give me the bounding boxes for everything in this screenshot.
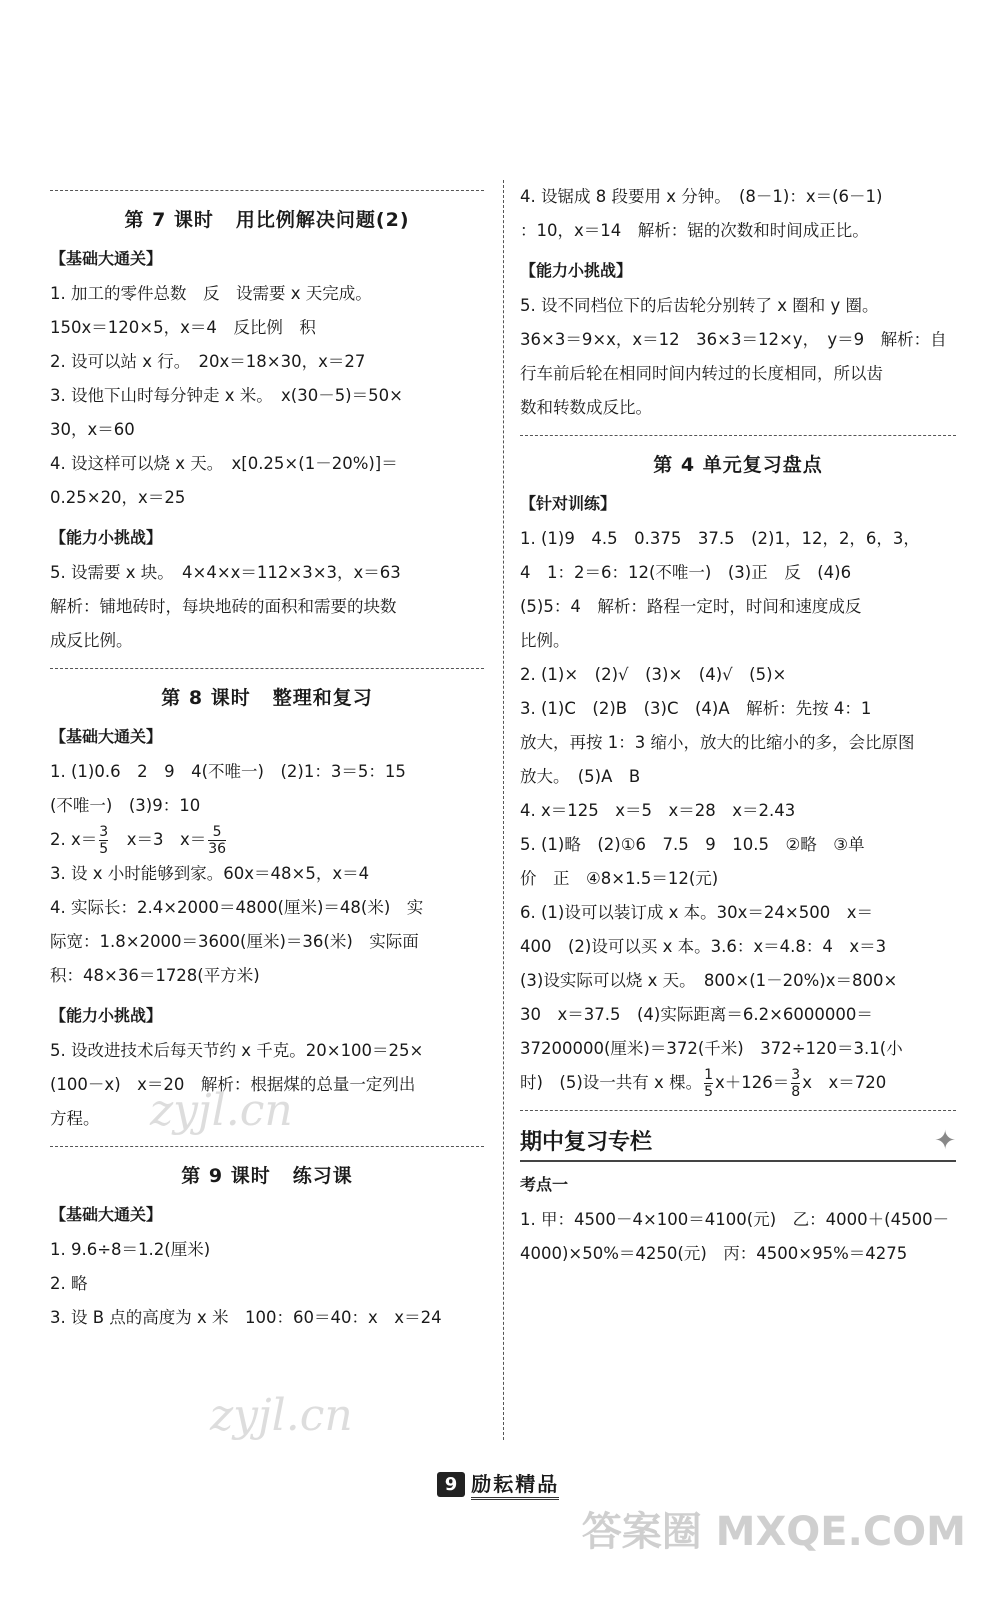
watermark: zyjl.cn	[210, 1390, 353, 1441]
text: x＋126＝	[715, 1073, 790, 1092]
answer-line: 4000)×50%＝4250(元) 丙：4500×95%＝4275	[520, 1244, 908, 1263]
answer-line: 4 1：2＝6：12(不唯一) (3)正 反 (4)6	[520, 563, 852, 582]
answer-line: (不唯一) (3)9：10	[50, 796, 201, 815]
section-title-lesson8	[50, 683, 484, 710]
numerator: 1	[704, 1067, 713, 1083]
text: 时) (5)设一共有 x 棵。	[520, 1073, 703, 1092]
denominator: 5	[704, 1084, 713, 1100]
answer-line: 37200000(厘米)＝372(千米) 372÷120＝3.1(小	[520, 1039, 903, 1058]
answer-line: 5. (1)略 (2)①6 7.5 9 10.5 ②略 ③单	[520, 835, 865, 854]
section-title-lesson7	[50, 205, 484, 232]
answer-line: 5. 设需要 x 块。 4×4×x＝112×3×3，x＝63	[50, 563, 401, 582]
answer-line: 数和转数成反比。	[520, 398, 652, 417]
answer-line: 行车前后轮在相同时间内转过的长度相同，所以齿	[520, 364, 883, 383]
answer-line: 2. (1)× (2)√ (3)× (4)√ (5)×	[520, 665, 787, 684]
subheading-basic: 【基础大通关】	[50, 249, 163, 268]
divider	[520, 1110, 956, 1111]
section-title-lesson9	[50, 1161, 484, 1188]
answer-line: 4. 实际长：2.4×2000＝4800(厘米)＝48(米) 实	[50, 898, 424, 917]
answer-line: 积：48×36＝1728(平方米)	[50, 966, 260, 985]
answer-line: 0.25×20，x＝25	[50, 488, 186, 507]
divider	[50, 668, 484, 669]
answer-line: 6. (1)设可以装订成 x 本。30x＝24×500 x＝	[520, 903, 873, 922]
answer-line: 比例。	[520, 631, 570, 650]
numerator: 3	[99, 824, 109, 840]
answer-line: 际宽：1.8×2000＝3600(厘米)＝36(米) 实际面	[50, 932, 419, 951]
answer-line: 1. (1)9 4.5 0.375 37.5 (2)1，12，2，6，3，	[520, 529, 920, 548]
subheading-basic: 【基础大通关】	[50, 727, 163, 746]
answer-line: 3. 设 B 点的高度为 x 米 100：60＝40：x x＝24	[50, 1308, 442, 1327]
column-divider	[503, 180, 504, 1440]
left-column	[50, 180, 484, 1335]
subheading-training: 【针对训练】	[520, 494, 617, 513]
answer-line: 36×3＝9×x，x＝12 36×3＝12×y， y＝9 解析：自	[520, 330, 947, 349]
divider	[50, 1146, 484, 1147]
answer-line: 4. x＝125 x＝5 x＝28 x＝2.43	[520, 801, 796, 820]
denominator: 8	[791, 1084, 801, 1100]
answer-line: 3. 设他下山时每分钟走 x 米。 x(30－5)＝50×	[50, 386, 403, 405]
answer-line: (5)5：4 解析：路程一定时，时间和速度成反	[520, 597, 862, 616]
midterm-header	[520, 1125, 956, 1162]
lesson-number: 第 8 课时	[161, 687, 251, 709]
answer-line: 4. 设这样可以烧 x 天。 x[0.25×(1－20%)]＝	[50, 454, 398, 473]
lesson-name: 练习课	[292, 1165, 353, 1187]
answer-line: 价 正 ④8×1.5＝12(元)	[520, 869, 719, 888]
page-number: 9	[437, 1472, 466, 1497]
numerator: 3	[791, 1067, 801, 1083]
answer-line-fractions	[520, 1066, 956, 1100]
answer-line: (100－x) x＝20 解析：根据煤的总量一定列出	[50, 1075, 416, 1094]
answer-line: 方程。	[50, 1109, 100, 1128]
page-footer	[0, 1468, 996, 1500]
lesson-number: 第 7 课时	[124, 209, 214, 231]
right-column	[520, 180, 956, 1271]
brand-name: 励耘精品	[471, 1468, 559, 1500]
answer-line: 30，x＝60	[50, 420, 135, 439]
watermark-logo: 答案圈 MXQE.COM	[581, 1509, 966, 1555]
answer-line: 1. 甲：4500－4×100＝4100(元) 乙：4000＋(4500－	[520, 1210, 950, 1229]
fraction	[99, 824, 108, 857]
denominator: 36	[208, 841, 227, 857]
subheading-challenge: 【能力小挑战】	[50, 528, 163, 547]
watermark: zyjl.cn	[150, 1085, 293, 1136]
subheading-challenge: 【能力小挑战】	[50, 1006, 163, 1025]
text: x＝3 x＝	[110, 830, 207, 849]
lesson-name: 用比例解决问题(2)	[235, 209, 410, 231]
answer-line: 1. (1)0.6 2 9 4(不唯一) (2)1：3＝5：15	[50, 762, 406, 781]
text: x x＝720	[802, 1073, 887, 1092]
star-decoration-icon: ✦	[934, 1125, 956, 1156]
answer-line: 2. 设可以站 x 行。 20x＝18×30，x＝27	[50, 352, 366, 371]
answer-line: 2. 略	[50, 1274, 88, 1293]
answer-line: 400 (2)设可以买 x 本。3.6：x＝4.8：4 x＝3	[520, 937, 887, 956]
subheading-point: 考点一	[520, 1175, 569, 1194]
subheading-basic: 【基础大通关】	[50, 1205, 163, 1224]
answer-line: ：10，x＝14 解析：锯的次数和时间成正比。	[520, 221, 869, 240]
answer-line: 3. (1)C (2)B (3)C (4)A 解析：先按 4：1	[520, 699, 872, 718]
answer-line: 成反比例。	[50, 631, 133, 650]
numerator: 5	[208, 824, 226, 841]
answer-line: 放大。 (5)A B	[520, 767, 641, 786]
answer-line: 放大，再按 1：3 缩小，放大的比缩小的多，会比原图	[520, 733, 915, 752]
fraction	[704, 1067, 713, 1100]
text: 2. x＝	[50, 830, 98, 849]
answer-line: 5. 设改进技术后每天节约 x 千克。20×100＝25×	[50, 1041, 424, 1060]
answer-line: 150x＝120×5，x＝4 反比例 积	[50, 318, 316, 337]
fraction	[208, 824, 226, 857]
answer-line: 4. 设锯成 8 段要用 x 分钟。 (8－1)：x＝(6－1)	[520, 187, 883, 206]
lesson-number: 第 9 课时	[181, 1165, 271, 1187]
section-title-unit4: 第 4 单元复习盘点	[653, 454, 823, 476]
denominator: 5	[99, 841, 109, 857]
answer-line: 5. 设不同档位下的后齿轮分别转了 x 圈和 y 圈。	[520, 296, 879, 315]
divider	[520, 435, 956, 436]
answer-line: 解析：铺地砖时，每块地砖的面积和需要的块数	[50, 597, 397, 616]
midterm-title: 期中复习专栏	[520, 1130, 653, 1155]
divider	[50, 190, 484, 191]
answer-line: (3)设实际可以烧 x 天。 800×(1－20%)x＝800×	[520, 971, 898, 990]
subheading-challenge: 【能力小挑战】	[520, 261, 633, 280]
answer-line: 3. 设 x 小时能够到家。60x＝48×5，x＝4	[50, 864, 370, 883]
answer-line: 1. 加工的零件总数 反 设需要 x 天完成。	[50, 284, 372, 303]
answer-line-fractions	[50, 823, 484, 857]
fraction	[791, 1067, 800, 1100]
answer-line: 1. 9.6÷8＝1.2(厘米)	[50, 1240, 211, 1259]
lesson-name: 整理和复习	[272, 687, 373, 709]
answer-line: 30 x＝37.5 (4)实际距离＝6.2×6000000＝	[520, 1005, 873, 1024]
